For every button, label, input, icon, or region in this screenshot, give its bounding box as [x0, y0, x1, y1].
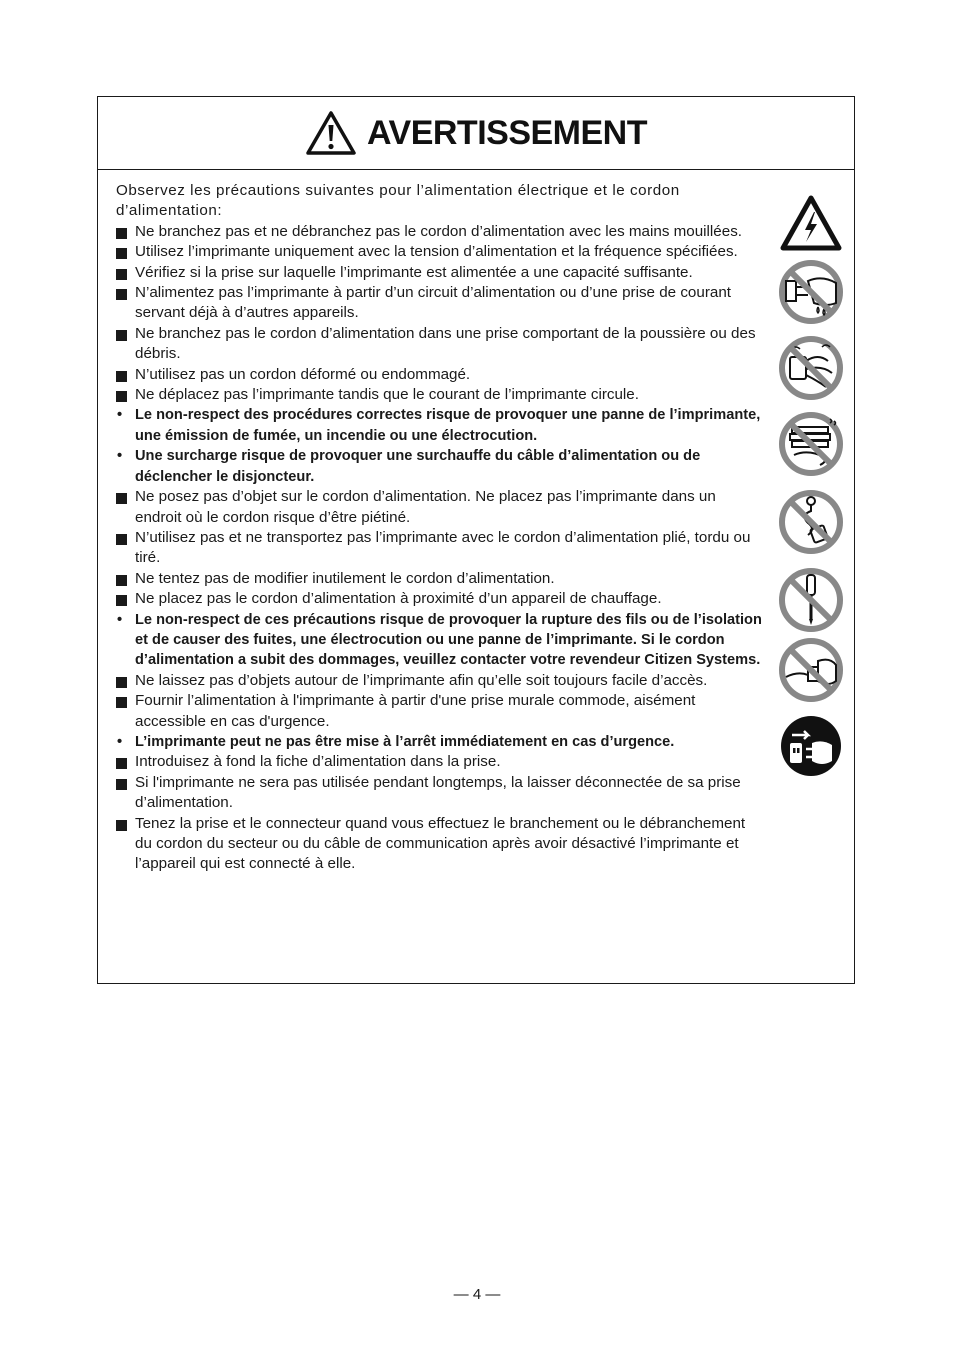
list-item: N’utilisez pas et ne transportez pas l’imprimante avec le cordon d’alimentation plié, tordu ou tiré. [116, 528, 764, 569]
list-item: Ne laissez pas d’objets autour de l’imprimante afin qu’elle soit toujours facile d’accès. [116, 671, 764, 691]
intro-text: Observez les précautions suivantes pour l’alimentation électrique et le cordon d’alimentation: [116, 182, 680, 220]
list-item: Ne placez pas le cordon d’alimentation à proximité d’un appareil de chauffage. [116, 589, 764, 609]
precaution-list [116, 222, 764, 875]
square-bullet [116, 820, 127, 831]
list-item: Introduisez à fond la fiche d’alimentation dans la prise. [116, 752, 764, 772]
no-modification-screwdriver-icon [776, 567, 846, 633]
dot-bullet: • [117, 407, 123, 424]
square-bullet [116, 595, 127, 606]
list-item: Ne déplacez pas l’imprimante tandis que le courant de l’imprimante circule. [116, 385, 764, 405]
no-overloaded-outlet-icon [776, 335, 846, 401]
dot-bullet: • [117, 448, 123, 465]
square-bullet [116, 391, 127, 402]
square-bullet [116, 575, 127, 586]
consequence-note: • Le non-respect de ces précautions risque de provoquer la rupture des fils ou de l’isolation et de causer des fuites, une électrocution ou une panne de l’imprimante. Si le cordon d’alimentation a subit des dommages, veuillez contacter votre revendeur Citizen Systems. [117, 611, 762, 669]
warning-content [116, 181, 764, 875]
no-pulling-cord-icon [776, 637, 846, 703]
list-item: Ne posez pas d’objet sur le cordon d’alimentation. Ne placez pas l’imprimante dans un endroit où le cordon risque d’être piétiné. [116, 487, 764, 528]
list-item: N’alimentez pas l’imprimante à partir d’un circuit d’alimentation ou d’une prise de courant servant déjà à d’autres appareils. [116, 283, 764, 324]
dot-bullet: • [117, 611, 123, 628]
list-item: N’utilisez pas un cordon déformé ou endommagé. [116, 365, 764, 385]
list-item: Tenez la prise et le connecteur quand vous effectuez le branchement ou le débranchement du cordon du secteur ou du câble de communication après avoir désactivé l’imprimante et l’appareil qui est connecté à elle. [116, 814, 764, 875]
square-bullet [116, 779, 127, 790]
list-item: Ne branchez pas le cordon d’alimentation dans une prise comportant de la poussière ou des débris. [116, 324, 764, 365]
square-bullet [116, 228, 127, 239]
consequence-note: • Le non-respect des procédures correctes risque de provoquer une panne de l’imprimante, une émission de fumée, un incendie ou une électrocution. [117, 407, 761, 444]
square-bullet [116, 289, 127, 300]
warning-title: AVERTISSEMENT [366, 113, 647, 152]
list-item: Vérifiez si la prise sur laquelle l’imprimante est alimentée a une capacité suffisante. [116, 263, 764, 283]
warning-header [98, 97, 854, 170]
square-bullet [116, 493, 127, 504]
list-item: Fournir l’alimentation à l'imprimante à partir d'une prise murale commode, aisément accessible en cas d'urgence. [116, 691, 764, 732]
list-item: Si l'imprimante ne sera pas utilisée pendant longtemps, la laisser déconnectée de sa prise d’alimentation. [116, 773, 764, 814]
warning-box [97, 96, 855, 984]
square-bullet [116, 248, 127, 259]
list-item: Ne tentez pas de modifier inutilement le cordon d’alimentation. [116, 569, 764, 589]
square-bullet [116, 697, 127, 708]
no-heavy-object-on-cord-icon [776, 411, 846, 477]
square-bullet [116, 269, 127, 280]
consequence-note: • L’imprimante peut ne pas être mise à l’arrêt immédiatement en cas d’urgence. [116, 732, 764, 752]
square-bullet [116, 534, 127, 545]
list-item: Utilisez l’imprimante uniquement avec la tension d’alimentation et la fréquence spécifiées. [116, 242, 764, 262]
electric-shock-warning-icon [776, 191, 846, 257]
square-bullet [116, 758, 127, 769]
list-item: Ne branchez pas et ne débranchez pas le cordon d’alimentation avec les mains mouillées. [116, 222, 764, 242]
square-bullet [116, 677, 127, 688]
no-wet-hands-icon [776, 259, 846, 325]
unplug-from-outlet-icon [776, 713, 846, 779]
square-bullet [116, 330, 127, 341]
page-number: — 4 — [453, 1286, 501, 1303]
square-bullet [116, 371, 127, 382]
consequence-note: • Une surcharge risque de provoquer une surchauffe du câble d’alimentation ou de déclencher le disjoncteur. [117, 448, 701, 485]
dot-bullet: • [117, 733, 123, 750]
warning-triangle-icon [305, 110, 357, 156]
no-damaged-cord-icon [776, 489, 846, 555]
